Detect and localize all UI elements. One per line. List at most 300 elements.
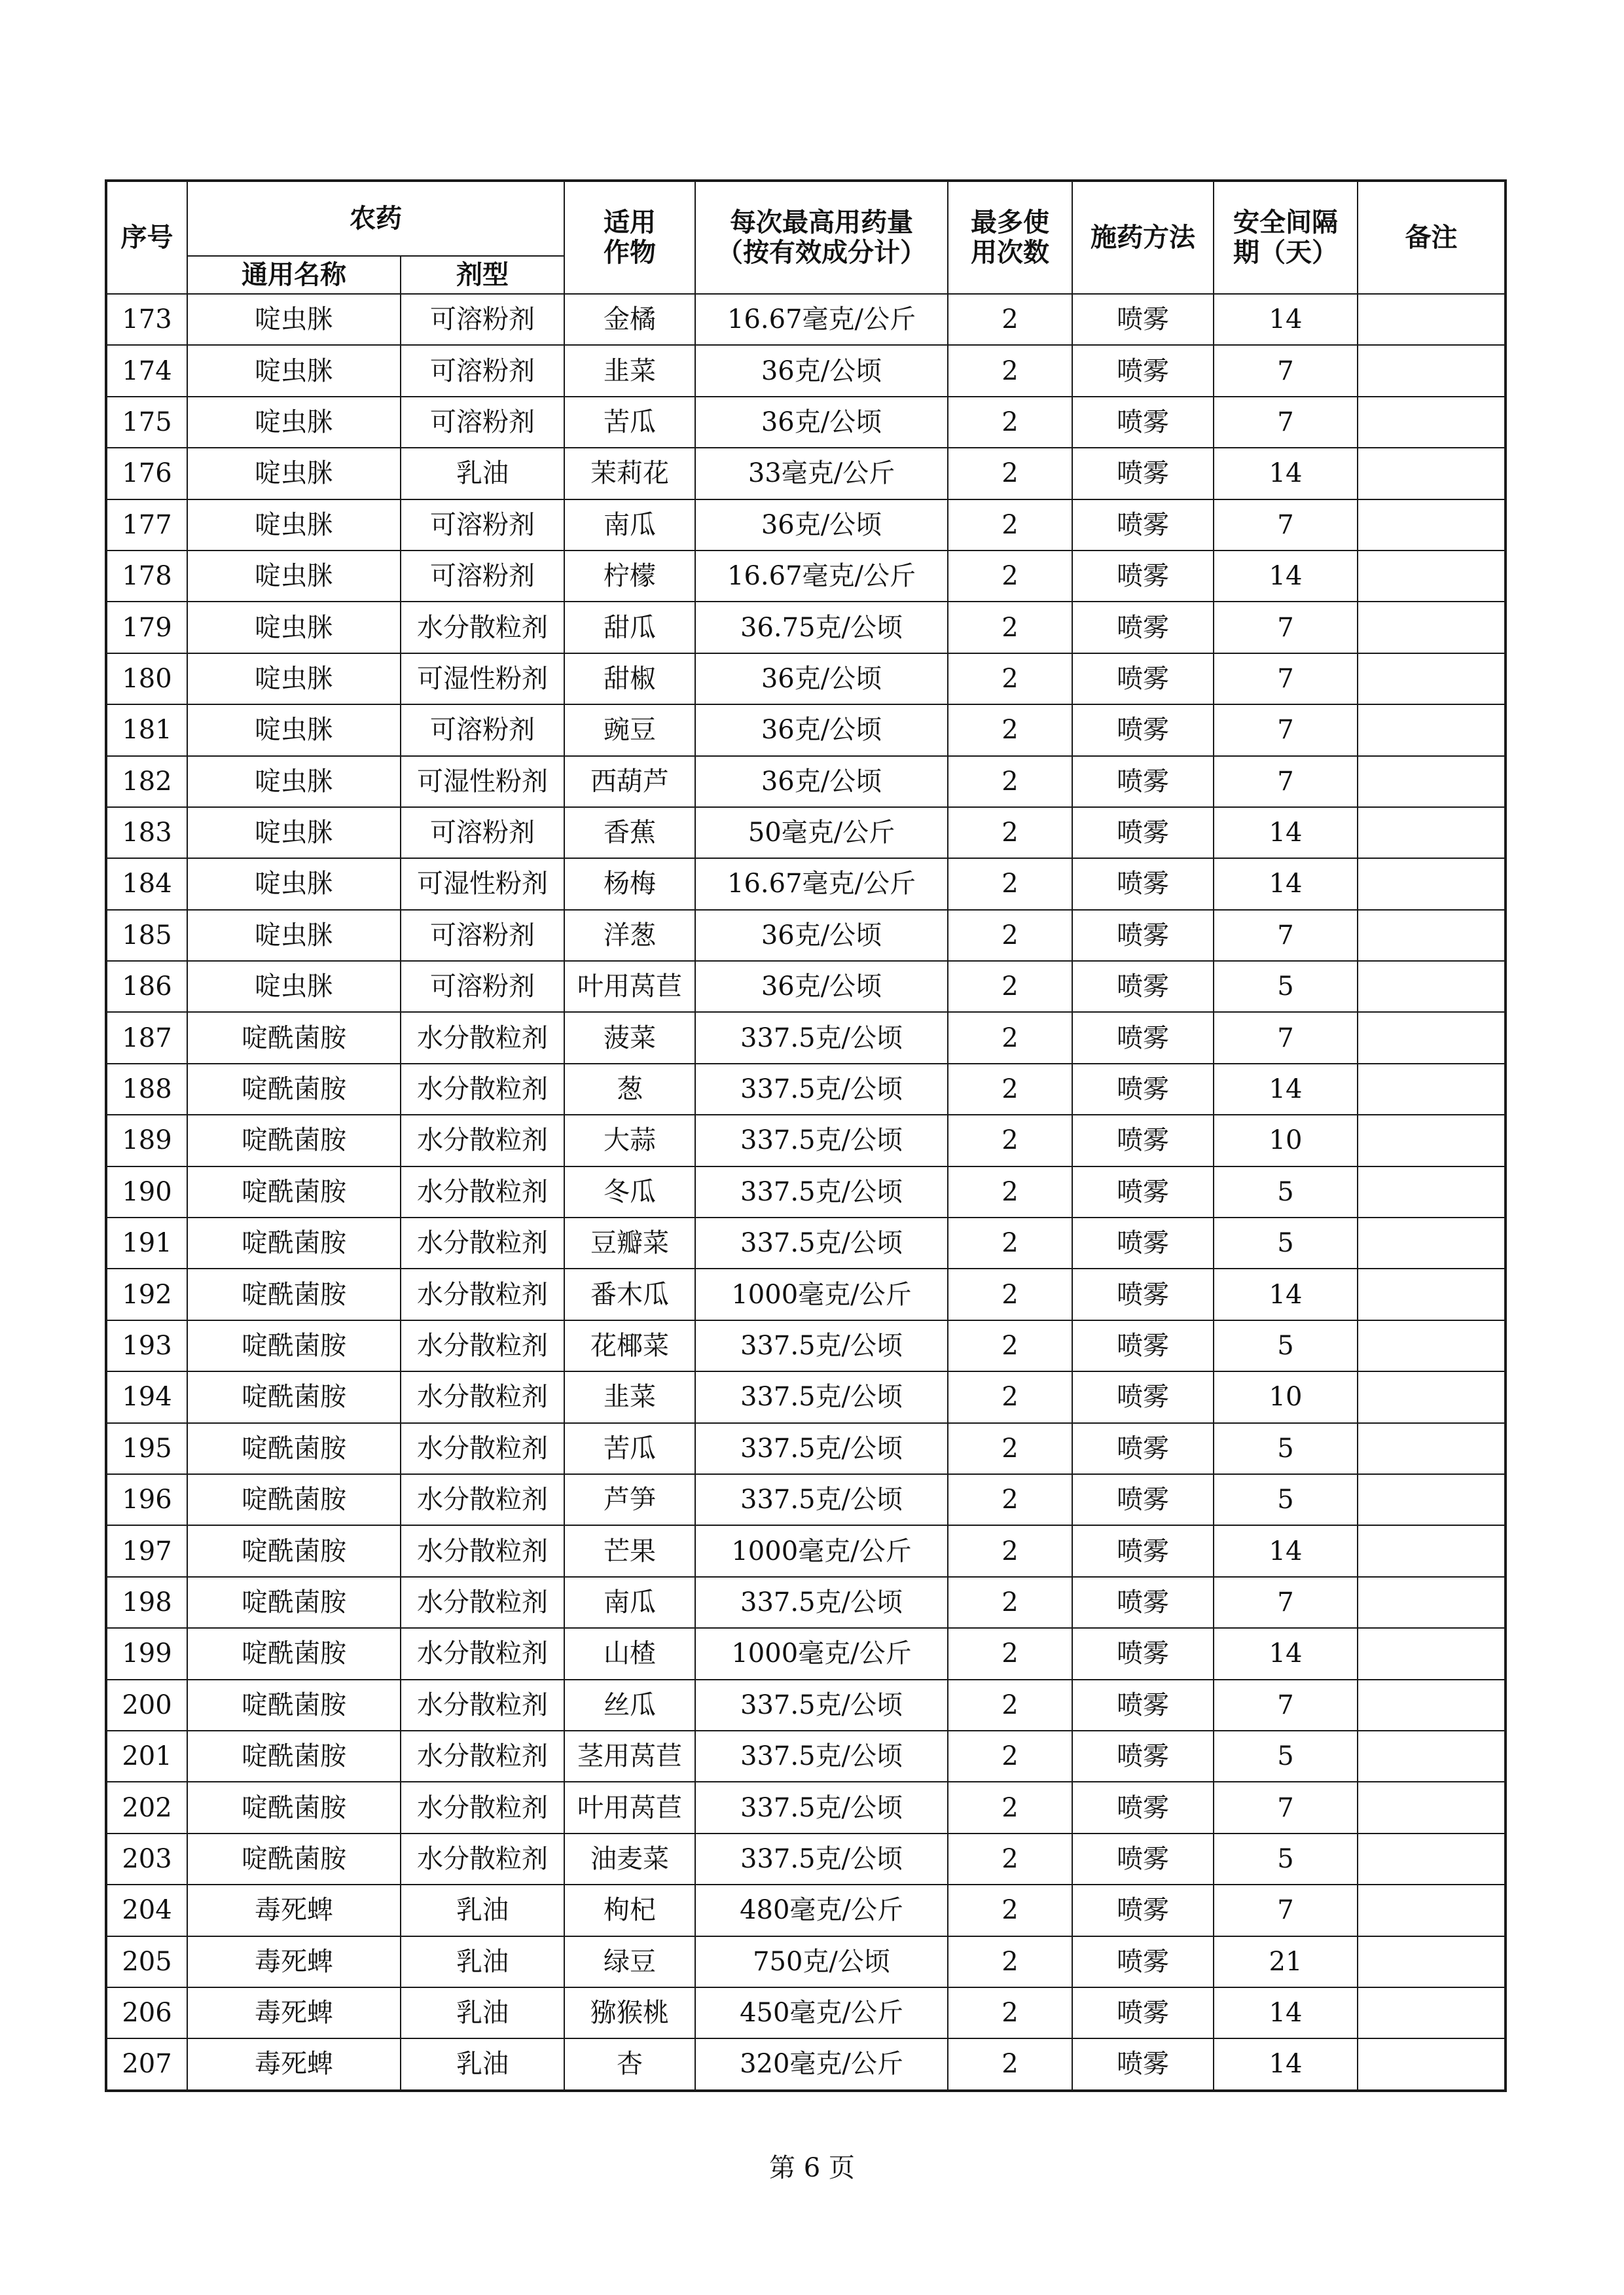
cell-times: 2 [948,1936,1072,1987]
cell-interval: 7 [1214,1885,1358,1936]
cell-crop: 芦笋 [564,1474,695,1525]
cell-formulation: 水分散粒剂 [401,1269,564,1320]
cell-remarks [1358,2038,1506,2090]
table-row [106,653,1506,704]
cell-crop: 芒果 [564,1525,695,1576]
header-dose-line1: 每次最高用药量 [730,207,913,238]
cell-common-name: 啶酰菌胺 [187,1731,401,1782]
table-row [106,961,1506,1012]
table-row [106,294,1506,345]
cell-times: 2 [948,1064,1072,1115]
cell-method: 喷雾 [1072,1628,1214,1679]
cell-method: 喷雾 [1072,2038,1214,2090]
cell-dose: 337.5克/公顷 [695,1218,948,1269]
cell-remarks [1358,294,1506,345]
cell-crop: 豌豆 [564,704,695,755]
cell-crop: 洋葱 [564,910,695,961]
cell-times: 2 [948,1885,1072,1936]
cell-method: 喷雾 [1072,756,1214,807]
cell-method: 喷雾 [1072,910,1214,961]
cell-times: 2 [948,1987,1072,2038]
cell-times: 2 [948,1115,1072,1166]
cell-dose: 337.5克/公顷 [695,1423,948,1474]
cell-seq: 180 [106,653,187,704]
cell-crop: 山楂 [564,1628,695,1679]
cell-common-name: 啶酰菌胺 [187,1423,401,1474]
cell-formulation: 可溶粉剂 [401,499,564,551]
cell-common-name: 啶酰菌胺 [187,1012,401,1063]
cell-interval: 7 [1214,1680,1358,1731]
cell-formulation: 水分散粒剂 [401,1731,564,1782]
cell-remarks [1358,499,1506,551]
cell-remarks [1358,1987,1506,2038]
cell-crop: 韭菜 [564,345,695,396]
cell-formulation: 乳油 [401,448,564,499]
cell-method: 喷雾 [1072,397,1214,448]
cell-crop: 叶用莴苣 [564,1782,695,1833]
table-row [106,1936,1506,1987]
cell-dose: 337.5克/公顷 [695,1012,948,1063]
cell-seq: 181 [106,704,187,755]
cell-dose: 320毫克/公斤 [695,2038,948,2090]
header-remarks: 备注 [1358,181,1506,294]
cell-formulation: 可溶粉剂 [401,961,564,1012]
cell-remarks [1358,345,1506,396]
cell-seq: 182 [106,756,187,807]
cell-formulation: 水分散粒剂 [401,1834,564,1885]
cell-times: 2 [948,1577,1072,1628]
cell-seq: 188 [106,1064,187,1115]
cell-dose: 16.67毫克/公斤 [695,858,948,909]
cell-times: 2 [948,807,1072,858]
cell-remarks [1358,1269,1506,1320]
cell-dose: 450毫克/公斤 [695,1987,948,2038]
cell-dose: 337.5克/公顷 [695,1680,948,1731]
cell-common-name: 啶虫脒 [187,294,401,345]
table-row [106,1423,1506,1474]
table-row [106,1731,1506,1782]
cell-common-name: 啶虫脒 [187,448,401,499]
cell-method: 喷雾 [1072,1936,1214,1987]
cell-seq: 204 [106,1885,187,1936]
cell-dose: 36克/公顷 [695,397,948,448]
cell-times: 2 [948,1320,1072,1371]
cell-seq: 205 [106,1936,187,1987]
table-row [106,1371,1506,1422]
header-common-name: 通用名称 [187,256,401,294]
cell-crop: 柠檬 [564,551,695,602]
cell-crop: 菠菜 [564,1012,695,1063]
cell-interval: 7 [1214,1012,1358,1063]
cell-seq: 174 [106,345,187,396]
cell-method: 喷雾 [1072,1782,1214,1833]
cell-crop: 猕猴桃 [564,1987,695,2038]
cell-method: 喷雾 [1072,1269,1214,1320]
cell-crop: 豆瓣菜 [564,1218,695,1269]
cell-remarks [1358,756,1506,807]
cell-common-name: 啶虫脒 [187,653,401,704]
header-interval [1214,181,1358,294]
table-row [106,1269,1506,1320]
cell-interval: 7 [1214,345,1358,396]
cell-interval: 14 [1214,1269,1358,1320]
cell-common-name: 啶虫脒 [187,602,401,653]
header-formulation: 剂型 [401,256,564,294]
cell-method: 喷雾 [1072,448,1214,499]
cell-common-name: 啶虫脒 [187,807,401,858]
page-number: 第 6 页 [769,2153,855,2183]
header-pesticide: 农药 [187,181,564,256]
cell-interval: 10 [1214,1371,1358,1422]
cell-dose: 36克/公顷 [695,499,948,551]
cell-dose: 337.5克/公顷 [695,1474,948,1525]
cell-common-name: 啶酰菌胺 [187,1628,401,1679]
cell-remarks [1358,1371,1506,1422]
cell-crop: 冬瓜 [564,1166,695,1218]
cell-method: 喷雾 [1072,1680,1214,1731]
cell-remarks [1358,397,1506,448]
cell-common-name: 啶虫脒 [187,910,401,961]
cell-times: 2 [948,704,1072,755]
cell-interval: 7 [1214,704,1358,755]
cell-remarks [1358,551,1506,602]
cell-dose: 337.5克/公顷 [695,1115,948,1166]
table-row [106,1012,1506,1063]
header-times-line1: 最多使 [971,207,1049,238]
cell-remarks [1358,1525,1506,1576]
cell-times: 2 [948,1731,1072,1782]
cell-seq: 187 [106,1012,187,1063]
cell-method: 喷雾 [1072,345,1214,396]
cell-formulation: 水分散粒剂 [401,1680,564,1731]
cell-interval: 5 [1214,1218,1358,1269]
cell-times: 2 [948,551,1072,602]
cell-dose: 337.5克/公顷 [695,1064,948,1115]
cell-dose: 750克/公顷 [695,1936,948,1987]
cell-formulation: 乳油 [401,1936,564,1987]
cell-crop: 枸杞 [564,1885,695,1936]
cell-seq: 200 [106,1680,187,1731]
cell-dose: 337.5克/公顷 [695,1782,948,1833]
cell-times: 2 [948,1012,1072,1063]
cell-method: 喷雾 [1072,602,1214,653]
cell-interval: 14 [1214,1064,1358,1115]
cell-remarks [1358,1936,1506,1987]
cell-remarks [1358,807,1506,858]
cell-remarks [1358,1064,1506,1115]
cell-seq: 191 [106,1218,187,1269]
cell-remarks [1358,1012,1506,1063]
cell-interval: 14 [1214,448,1358,499]
cell-method: 喷雾 [1072,1731,1214,1782]
cell-times: 2 [948,653,1072,704]
cell-formulation: 乳油 [401,2038,564,2090]
cell-seq: 199 [106,1628,187,1679]
cell-method: 喷雾 [1072,1987,1214,2038]
cell-dose: 16.67毫克/公斤 [695,551,948,602]
cell-common-name: 啶酰菌胺 [187,1320,401,1371]
cell-method: 喷雾 [1072,1371,1214,1422]
cell-times: 2 [948,858,1072,909]
cell-common-name: 啶酰菌胺 [187,1525,401,1576]
cell-method: 喷雾 [1072,858,1214,909]
cell-common-name: 啶虫脒 [187,397,401,448]
cell-times: 2 [948,1371,1072,1422]
cell-seq: 189 [106,1115,187,1166]
cell-seq: 206 [106,1987,187,2038]
cell-interval: 5 [1214,1166,1358,1218]
cell-dose: 33毫克/公斤 [695,448,948,499]
cell-method: 喷雾 [1072,1525,1214,1576]
cell-remarks [1358,653,1506,704]
cell-crop: 杏 [564,2038,695,2090]
cell-interval: 7 [1214,910,1358,961]
cell-seq: 197 [106,1525,187,1576]
cell-crop: 绿豆 [564,1936,695,1987]
pesticide-table [105,179,1507,2092]
cell-seq: 176 [106,448,187,499]
cell-seq: 195 [106,1423,187,1474]
cell-common-name: 毒死蜱 [187,1885,401,1936]
table-row [106,807,1506,858]
table-row [106,1782,1506,1833]
cell-formulation: 水分散粒剂 [401,1166,564,1218]
cell-formulation: 水分散粒剂 [401,1782,564,1833]
cell-formulation: 可溶粉剂 [401,345,564,396]
cell-interval: 5 [1214,961,1358,1012]
cell-remarks [1358,1166,1506,1218]
cell-method: 喷雾 [1072,499,1214,551]
header-crop-line1: 适用 [604,207,656,238]
cell-remarks [1358,1474,1506,1525]
cell-seq: 196 [106,1474,187,1525]
cell-times: 2 [948,1782,1072,1833]
cell-times: 2 [948,1680,1072,1731]
header-times-line2: 用次数 [971,237,1049,268]
cell-times: 2 [948,910,1072,961]
cell-seq: 207 [106,2038,187,2090]
cell-formulation: 乳油 [401,1885,564,1936]
table-row [106,1987,1506,2038]
header-crop-line2: 作物 [604,237,656,268]
table-header [106,181,1506,294]
cell-dose: 337.5克/公顷 [695,1731,948,1782]
cell-crop: 南瓜 [564,1577,695,1628]
cell-interval: 7 [1214,1577,1358,1628]
table-row [106,1885,1506,1936]
cell-dose: 1000毫克/公斤 [695,1525,948,1576]
cell-remarks [1358,1320,1506,1371]
cell-times: 2 [948,2038,1072,2090]
cell-seq: 203 [106,1834,187,1885]
cell-seq: 198 [106,1577,187,1628]
cell-crop: 油麦菜 [564,1834,695,1885]
cell-dose: 50毫克/公斤 [695,807,948,858]
cell-remarks [1358,1423,1506,1474]
cell-remarks [1358,1834,1506,1885]
table-row [106,1320,1506,1371]
table-row [106,1064,1506,1115]
table-row [106,1628,1506,1679]
cell-formulation: 水分散粒剂 [401,1628,564,1679]
cell-method: 喷雾 [1072,1474,1214,1525]
cell-crop: 丝瓜 [564,1680,695,1731]
cell-common-name: 啶酰菌胺 [187,1064,401,1115]
cell-crop: 花椰菜 [564,1320,695,1371]
table-row [106,756,1506,807]
cell-remarks [1358,704,1506,755]
cell-dose: 337.5克/公顷 [695,1371,948,1422]
cell-method: 喷雾 [1072,653,1214,704]
cell-formulation: 水分散粒剂 [401,1064,564,1115]
cell-dose: 337.5克/公顷 [695,1166,948,1218]
cell-remarks [1358,1115,1506,1166]
cell-common-name: 啶虫脒 [187,345,401,396]
cell-seq: 184 [106,858,187,909]
cell-seq: 190 [106,1166,187,1218]
cell-dose: 16.67毫克/公斤 [695,294,948,345]
cell-dose: 480毫克/公斤 [695,1885,948,1936]
table-row [106,2038,1506,2090]
cell-method: 喷雾 [1072,1423,1214,1474]
cell-remarks [1358,961,1506,1012]
cell-common-name: 啶酰菌胺 [187,1371,401,1422]
cell-interval: 14 [1214,858,1358,909]
cell-dose: 337.5克/公顷 [695,1320,948,1371]
cell-formulation: 水分散粒剂 [401,1371,564,1422]
table-row [106,345,1506,396]
cell-interval: 7 [1214,397,1358,448]
header-crop [564,181,695,294]
cell-dose: 36克/公顷 [695,345,948,396]
table-row [106,858,1506,909]
header-interval-line1: 安全间隔 [1233,207,1338,238]
table-row [106,551,1506,602]
cell-interval: 21 [1214,1936,1358,1987]
header-dose [695,181,948,294]
cell-common-name: 啶虫脒 [187,961,401,1012]
cell-formulation: 水分散粒剂 [401,1423,564,1474]
cell-common-name: 啶酰菌胺 [187,1115,401,1166]
cell-common-name: 啶酰菌胺 [187,1166,401,1218]
cell-formulation: 可溶粉剂 [401,294,564,345]
cell-interval: 10 [1214,1115,1358,1166]
cell-formulation: 水分散粒剂 [401,1577,564,1628]
header-dose-line2: （按有效成分计） [717,237,926,268]
table-row [106,1166,1506,1218]
cell-common-name: 啶虫脒 [187,756,401,807]
cell-seq: 194 [106,1371,187,1422]
header-seq: 序号 [106,181,187,294]
cell-interval: 7 [1214,602,1358,653]
cell-interval: 14 [1214,1987,1358,2038]
table-row [106,1525,1506,1576]
cell-seq: 201 [106,1731,187,1782]
cell-method: 喷雾 [1072,1064,1214,1115]
cell-remarks [1358,1885,1506,1936]
cell-crop: 香蕉 [564,807,695,858]
cell-method: 喷雾 [1072,1166,1214,1218]
cell-remarks [1358,1218,1506,1269]
cell-seq: 186 [106,961,187,1012]
cell-times: 2 [948,397,1072,448]
cell-formulation: 可溶粉剂 [401,551,564,602]
cell-seq: 202 [106,1782,187,1833]
cell-times: 2 [948,961,1072,1012]
cell-interval: 14 [1214,2038,1358,2090]
cell-interval: 7 [1214,1782,1358,1833]
cell-remarks [1358,602,1506,653]
cell-formulation: 可湿性粉剂 [401,653,564,704]
cell-method: 喷雾 [1072,551,1214,602]
cell-times: 2 [948,499,1072,551]
cell-method: 喷雾 [1072,961,1214,1012]
cell-seq: 192 [106,1269,187,1320]
cell-times: 2 [948,294,1072,345]
cell-formulation: 乳油 [401,1987,564,2038]
cell-interval: 5 [1214,1834,1358,1885]
cell-remarks [1358,910,1506,961]
table-row [106,499,1506,551]
table-row [106,448,1506,499]
cell-formulation: 可溶粉剂 [401,397,564,448]
cell-interval: 14 [1214,1525,1358,1576]
cell-common-name: 啶虫脒 [187,499,401,551]
cell-formulation: 水分散粒剂 [401,1320,564,1371]
cell-seq: 193 [106,1320,187,1371]
cell-remarks [1358,1628,1506,1679]
cell-method: 喷雾 [1072,1012,1214,1063]
cell-formulation: 水分散粒剂 [401,1525,564,1576]
cell-dose: 36克/公顷 [695,653,948,704]
cell-seq: 178 [106,551,187,602]
cell-method: 喷雾 [1072,1834,1214,1885]
cell-interval: 14 [1214,551,1358,602]
cell-formulation: 可湿性粉剂 [401,756,564,807]
cell-common-name: 啶酰菌胺 [187,1269,401,1320]
cell-remarks [1358,448,1506,499]
cell-common-name: 啶酰菌胺 [187,1474,401,1525]
cell-method: 喷雾 [1072,294,1214,345]
cell-dose: 1000毫克/公斤 [695,1628,948,1679]
cell-crop: 甜椒 [564,653,695,704]
table-row [106,602,1506,653]
table-body [106,294,1506,2091]
cell-dose: 36克/公顷 [695,961,948,1012]
cell-times: 2 [948,448,1072,499]
cell-dose: 36克/公顷 [695,704,948,755]
table-row [106,704,1506,755]
cell-common-name: 啶虫脒 [187,704,401,755]
cell-crop: 西葫芦 [564,756,695,807]
cell-crop: 番木瓜 [564,1269,695,1320]
cell-common-name: 毒死蜱 [187,1936,401,1987]
cell-common-name: 毒死蜱 [187,2038,401,2090]
cell-interval: 5 [1214,1320,1358,1371]
cell-times: 2 [948,602,1072,653]
table-row [106,1834,1506,1885]
cell-method: 喷雾 [1072,1577,1214,1628]
table-row [106,1577,1506,1628]
cell-common-name: 啶酰菌胺 [187,1782,401,1833]
cell-interval: 14 [1214,1628,1358,1679]
cell-dose: 337.5克/公顷 [695,1577,948,1628]
cell-common-name: 毒死蜱 [187,1987,401,2038]
cell-crop: 甜瓜 [564,602,695,653]
cell-crop: 南瓜 [564,499,695,551]
cell-dose: 36克/公顷 [695,756,948,807]
cell-crop: 大蒜 [564,1115,695,1166]
